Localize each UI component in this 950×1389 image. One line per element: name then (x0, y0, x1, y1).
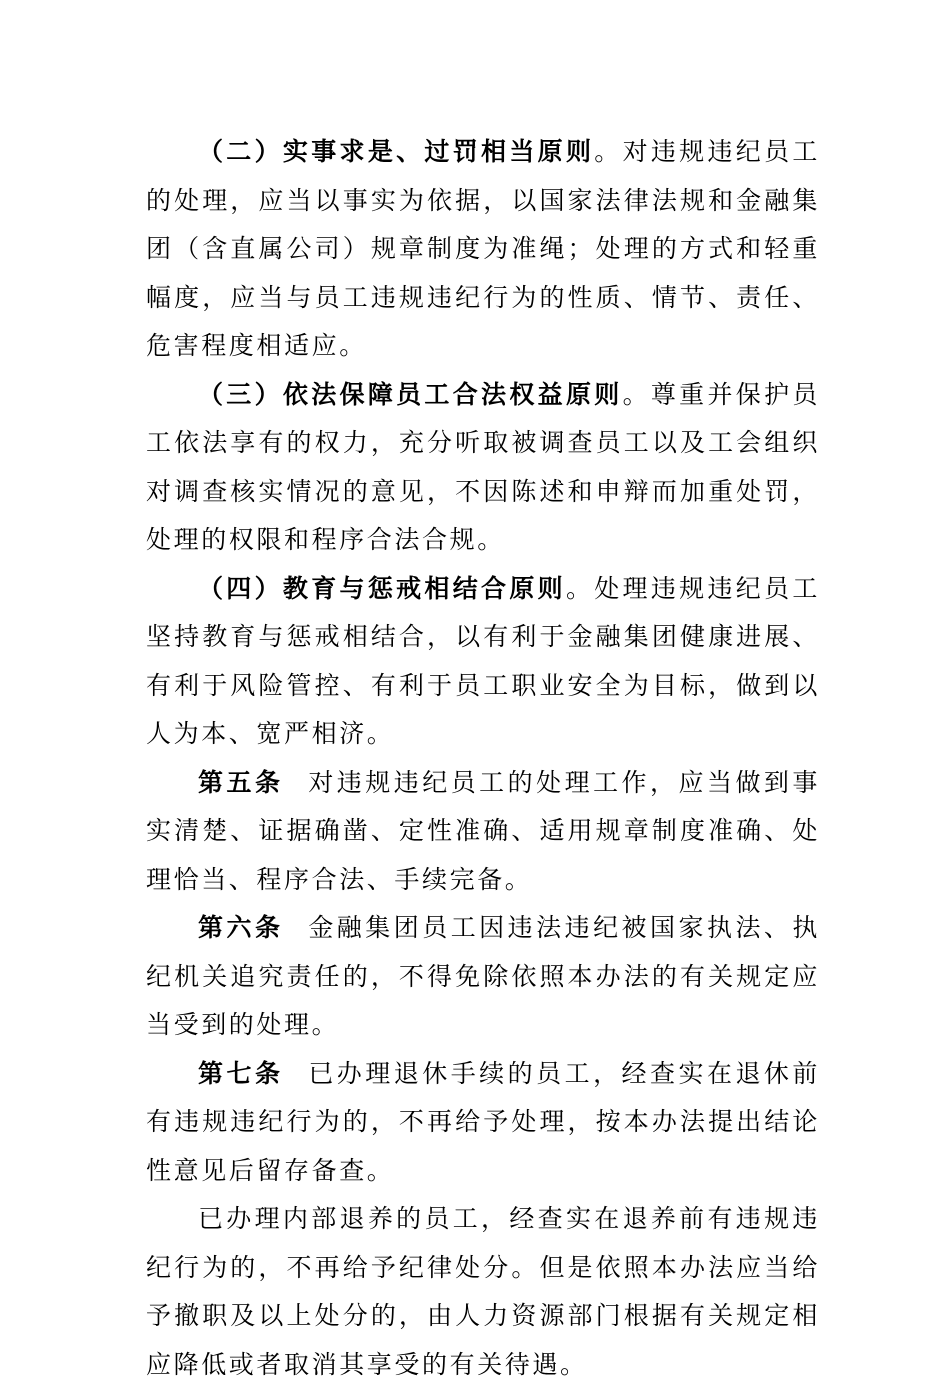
paragraph-principle-2 (146, 128, 820, 371)
principle-4-heading: （四）教育与惩戒相结合原则 (198, 573, 566, 603)
principle-3-text: 。尊重并保护员工依法享有的权力，充分听取被调查员工以及工会组织对调查核实情况的意见，不因陈述和申辩而加重处罚，处理的权限和程序合法合规。 (146, 379, 820, 554)
article-6-text: 金融集团员工因违法违纪被国家执法、执纪机关追究责任的，不得免除依照本办法的有关规定应当受到的处理。 (146, 913, 820, 1039)
article-6-heading: 第六条 (198, 913, 284, 942)
paragraph-article-6 (146, 904, 820, 1050)
paragraph-article-5 (146, 759, 820, 905)
paragraph-article-7-internal-retirement (146, 1195, 820, 1389)
paragraph-principle-3 (146, 371, 820, 565)
internal-retirement-text: 已办理内部退养的员工，经查实在退养前有违规违纪行为的，不再给予纪律处分。但是依照本办法应当给予撤职及以上处分的，由人力资源部门根据有关规定相应降低或者取消其享受的有关待遇。 (146, 1204, 820, 1379)
paragraph-article-7 (146, 1050, 820, 1196)
document-page (146, 128, 820, 1389)
principle-3-heading: （三）依法保障员工合法权益原则 (198, 379, 623, 409)
article-5-text: 对违规违纪员工的处理工作，应当做到事实清楚、证据确凿、定性准确、适用规章制度准确、处理恰当、程序合法、手续完备。 (146, 767, 820, 894)
article-7-heading: 第七条 (198, 1058, 284, 1088)
article-5-heading: 第五条 (198, 767, 284, 797)
principle-2-text: 。对违规违纪员工的处理，应当以事实为依据，以国家法律法规和金融集团（含直属公司）规章制度为准绳；处理的方式和轻重幅度，应当与员工违规违纪行为的性质、情节、责任、危害程度相适应。 (146, 137, 820, 360)
paragraph-principle-4 (146, 565, 820, 759)
principle-4-text: 。处理违规违纪员工坚持教育与惩戒相结合，以有利于金融集团健康进展、有利于风险管控、有利于员工职业安全为目标，做到以人为本、宽严相济。 (146, 573, 820, 748)
principle-2-heading: （二）实事求是、过罚相当原则 (198, 137, 595, 166)
article-7-text: 已办理退休手续的员工，经查实在退休前有违规违纪行为的，不再给予处理，按本办法提出结论性意见后留存备查。 (146, 1058, 820, 1185)
